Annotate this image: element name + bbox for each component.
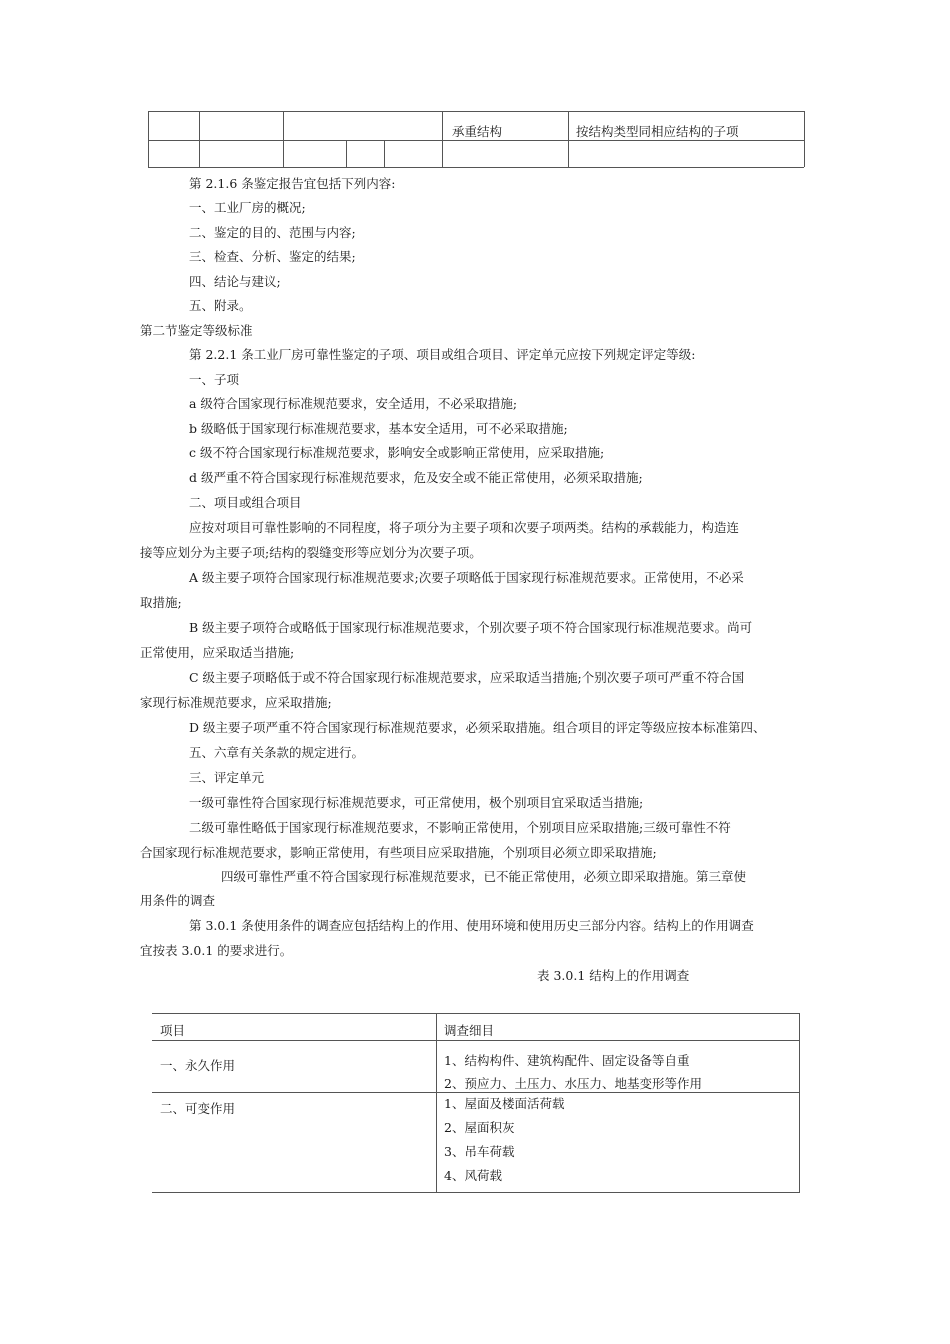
- table-rule: [152, 1092, 800, 1093]
- section-heading: 第二节鉴定等级标准: [140, 323, 253, 338]
- subheading: 一、子项: [189, 372, 240, 387]
- paragraph-line: D 级主要子项严重不符合国家现行标准规范要求，必须采取措施。组合项目的评定等级应按本标准第四、: [189, 720, 766, 735]
- table-header: 调查细目: [444, 1023, 495, 1038]
- table-caption: 表 3.0.1 结构上的作用调查: [537, 968, 690, 983]
- table-rule: [346, 140, 347, 167]
- table-cell: 2、预应力、土压力、水压力、地基变形等作用: [444, 1076, 702, 1091]
- table-rule: [152, 1192, 800, 1193]
- table-rule: [148, 111, 804, 112]
- paragraph-line: C 级主要子项略低于或不符合国家现行标准规范要求，应采取适当措施;个别次要子项可严重不符合国: [189, 670, 745, 685]
- table-cell: 按结构类型同相应结构的子项: [576, 124, 739, 139]
- table-cell: 3、吊车荷载: [444, 1144, 515, 1159]
- table-rule: [152, 1040, 800, 1041]
- table-rule: [384, 140, 385, 167]
- paragraph-line: a 级符合国家现行标准规范要求，安全适用，不必采取措施;: [189, 396, 518, 411]
- paragraph-line: d 级严重不符合国家现行标准规范要求，危及安全或不能正常使用，必须采取措施;: [189, 470, 643, 485]
- list-item: 三、检查、分析、鉴定的结果;: [189, 249, 356, 264]
- subheading: 三、评定单元: [189, 770, 265, 785]
- table-rule: [148, 167, 804, 168]
- paragraph-line: 应按对项目可靠性影响的不同程度，将子项分为主要子项和次要子项两类。结构的承载能力，构造连: [189, 520, 740, 535]
- table-rule: [442, 111, 443, 167]
- table-cell: 二、可变作用: [160, 1101, 236, 1116]
- table-rule: [568, 111, 569, 167]
- table-header: 项目: [160, 1023, 186, 1038]
- list-item: 二、鉴定的目的、范围与内容;: [189, 225, 356, 240]
- table-rule: [804, 111, 805, 167]
- paragraph-line: 取措施;: [140, 595, 182, 610]
- paragraph-line: 合国家现行标准规范要求，影响正常使用，有些项目应采取措施，个别项目必须立即采取措施;: [140, 845, 657, 860]
- paragraph-line: 家现行标准规范要求，应采取措施;: [140, 695, 332, 710]
- table-rule: [283, 111, 284, 167]
- table-rule: [799, 1013, 800, 1192]
- list-item: 一、工业厂房的概况;: [189, 200, 306, 215]
- paragraph-line: 五、六章有关条款的规定进行。: [189, 745, 365, 760]
- paragraph-line: 用条件的调查: [140, 893, 216, 908]
- table-rule: [148, 140, 804, 141]
- paragraph-line: 一级可靠性符合国家现行标准规范要求，可正常使用，极个别项目宜采取适当措施;: [189, 795, 644, 810]
- table-rule: [199, 111, 200, 167]
- list-item: 四、结论与建议;: [189, 274, 281, 289]
- table-cell: 承重结构: [452, 124, 503, 139]
- table-rule: [436, 1013, 437, 1192]
- paragraph-line: 正常使用，应采取适当措施;: [140, 645, 295, 660]
- subheading: 二、项目或组合项目: [189, 495, 302, 510]
- table-rule: [152, 1013, 800, 1014]
- table-cell: 1、屋面及楼面活荷载: [444, 1096, 565, 1111]
- clause-heading: 第 3.0.1 条使用条件的调查应包括结构上的作用、使用环境和使用历史三部分内容。结构上的作用调查: [189, 918, 754, 933]
- paragraph-line: c 级不符合国家现行标准规范要求，影响安全或影响正常使用，应采取措施;: [189, 445, 605, 460]
- paragraph-line: 接等应划分为主要子项;结构的裂缝变形等应划分为次要子项。: [140, 545, 482, 560]
- paragraph-line: B 级主要子项符合或略低于国家现行标准规范要求，个别次要子项不符合国家现行标准规范要求。尚可: [189, 620, 753, 635]
- paragraph-line: 四级可靠性严重不符合国家现行标准规范要求，已不能正常使用，必须立即采取措施。第三章使: [221, 869, 747, 884]
- table-rule: [148, 111, 149, 167]
- list-item: 五、附录。: [189, 298, 252, 313]
- table-cell: 一、永久作用: [160, 1058, 236, 1073]
- clause-heading: 第 2.1.6 条鉴定报告宜包括下列内容:: [189, 176, 396, 191]
- paragraph-line: A 级主要子项符合国家现行标准规范要求;次要子项略低于国家现行标准规范要求。正常使用，不必采: [189, 570, 744, 585]
- clause-heading: 第 2.2.1 条工业厂房可靠性鉴定的子项、项目或组合项目、评定单元应按下列规定评定等级:: [189, 347, 696, 362]
- paragraph-line: b 级略低于国家现行标准规范要求，基本安全适用，可不必采取措施;: [189, 421, 568, 436]
- paragraph-line: 二级可靠性略低于国家现行标准规范要求，不影响正常使用，个别项目应采取措施;三级可靠性不符: [189, 820, 731, 835]
- table-cell: 1、结构构件、建筑构配件、固定设备等自重: [444, 1053, 690, 1068]
- table-cell: 4、风荷载: [444, 1168, 502, 1183]
- paragraph-line: 宜按表 3.0.1 的要求进行。: [140, 943, 293, 958]
- table-cell: 2、屋面积灰: [444, 1120, 515, 1135]
